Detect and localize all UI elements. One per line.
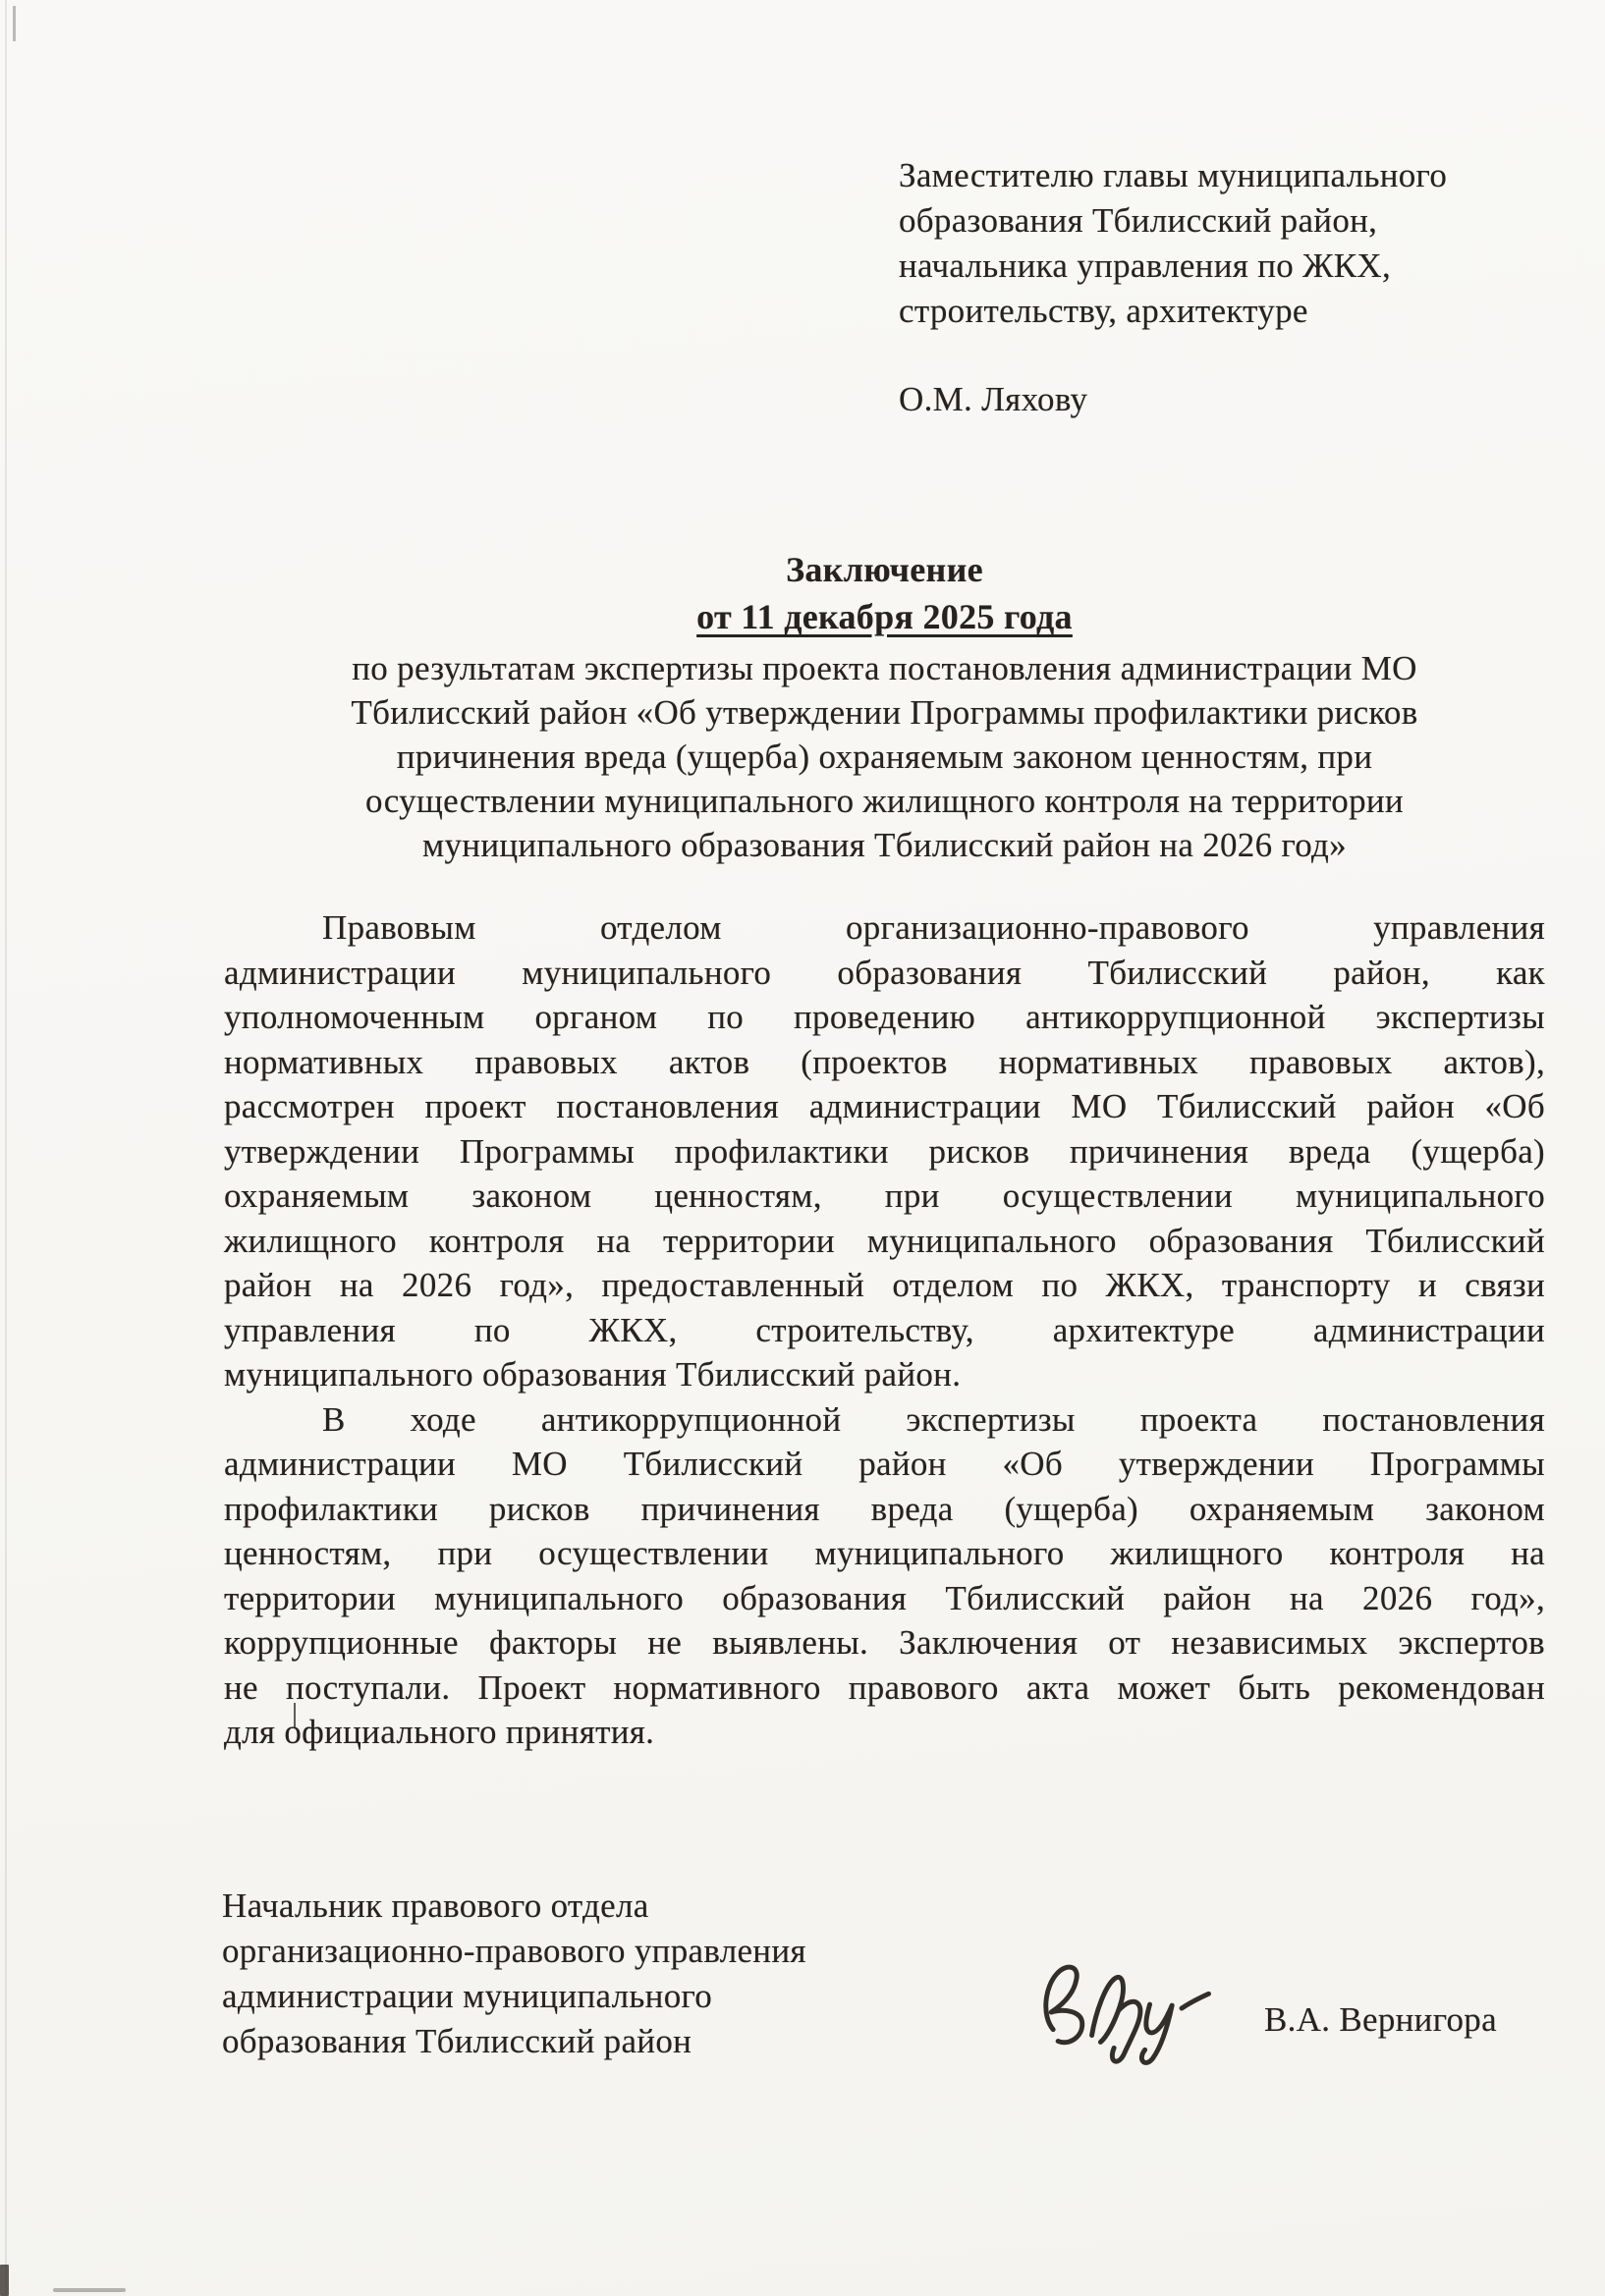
body-line: муниципального образования Тбилисский район. bbox=[224, 1355, 962, 1394]
subject-line: Тбилисский район «Об утверждении Программы профилактики рисков bbox=[351, 693, 1418, 732]
subject-line: муниципального образования Тбилисский район на 2026 год» bbox=[422, 826, 1347, 864]
body-line: администрации муниципального образования Тбилисский район, как bbox=[224, 953, 1545, 992]
document-heading bbox=[224, 546, 1545, 640]
handwritten-signature bbox=[1027, 1952, 1278, 2068]
body-line: управления по ЖКХ, строительству, архитектуре администрации bbox=[224, 1310, 1545, 1349]
body-line: рассмотрен проект постановления администрации МО Тбилисский район «Об bbox=[224, 1087, 1545, 1125]
body-line: коррупционные факторы не выявлены. Заключения от независимых экспертов bbox=[224, 1623, 1545, 1662]
body-line: район на 2026 год», предоставленный отделом по ЖКХ, транспорту и связи bbox=[224, 1266, 1545, 1304]
signatory-position-line: администрации муниципального bbox=[222, 1977, 713, 2015]
body-line: жилищного контроля на территории муниципального образования Тбилисский bbox=[224, 1221, 1545, 1260]
signatory-position-line: Начальник правового отдела bbox=[222, 1886, 649, 1925]
scan-edge-artifact bbox=[5, 0, 7, 2296]
body-line: Правовым отделом организационно-правового управления bbox=[322, 908, 1545, 947]
subject-line: осуществлении муниципального жилищного контроля на территории bbox=[365, 782, 1404, 820]
signatory-name: В.А. Вернигора bbox=[1264, 2000, 1497, 2039]
addressee-line: строительству, архитектуре bbox=[899, 292, 1308, 330]
subject-line: причинения вреда (ущерба) охраняемым законом ценностям, при bbox=[396, 738, 1373, 776]
addressee-line: начальника управления по ЖКХ, bbox=[899, 246, 1392, 285]
signatory-position-line: образования Тбилисский район bbox=[222, 2022, 692, 2060]
subject-block bbox=[224, 646, 1545, 867]
scan-mark-artifact bbox=[53, 2288, 126, 2292]
body-line: уполномоченным органом по проведению антикоррупционной экспертизы bbox=[224, 998, 1545, 1036]
signatory-position-line: организационно-правового управления bbox=[222, 1932, 806, 1970]
body-line: для официального принятия. bbox=[224, 1713, 655, 1751]
addressee-block bbox=[899, 153, 1527, 334]
document-date: от 11 декабря 2025 года bbox=[696, 597, 1073, 636]
body-text bbox=[224, 905, 1545, 1755]
addressee-line: Заместителю главы муниципального bbox=[899, 156, 1448, 194]
signatory-position-block bbox=[222, 1884, 910, 2064]
addressee-name: О.М. Ляхову bbox=[899, 380, 1088, 418]
body-line: не поступали. Проект нормативного правового акта может быть рекомендован bbox=[224, 1667, 1545, 1707]
body-line: утверждении Программы профилактики рисков причинения вреда (ущерба) bbox=[224, 1131, 1545, 1171]
body-line: нормативных правовых актов (проектов нормативных правовых актов), bbox=[224, 1042, 1545, 1081]
body-line: В ходе антикоррупционной экспертизы проекта постановления bbox=[322, 1399, 1545, 1439]
document-title: Заключение bbox=[786, 550, 983, 589]
subject-line: по результатам экспертизы проекта постановления администрации МО bbox=[352, 649, 1417, 687]
scan-mark-artifact bbox=[13, 6, 16, 41]
addressee-line: образования Тбилисский район, bbox=[899, 201, 1378, 240]
body-line: охраняемым законом ценностям, при осуществлении муниципального bbox=[224, 1176, 1545, 1215]
body-line: администрации МО Тбилисский район «Об утверждении Программы bbox=[224, 1445, 1545, 1483]
body-line: ценностям, при осуществлении муниципального жилищного контроля на bbox=[224, 1534, 1545, 1572]
scan-mark-artifact bbox=[0, 2265, 9, 2296]
body-line: профилактики рисков причинения вреда (ущерба) охраняемым законом bbox=[224, 1489, 1545, 1528]
body-line: территории муниципального образования Тбилисский район на 2026 год», bbox=[224, 1578, 1545, 1617]
